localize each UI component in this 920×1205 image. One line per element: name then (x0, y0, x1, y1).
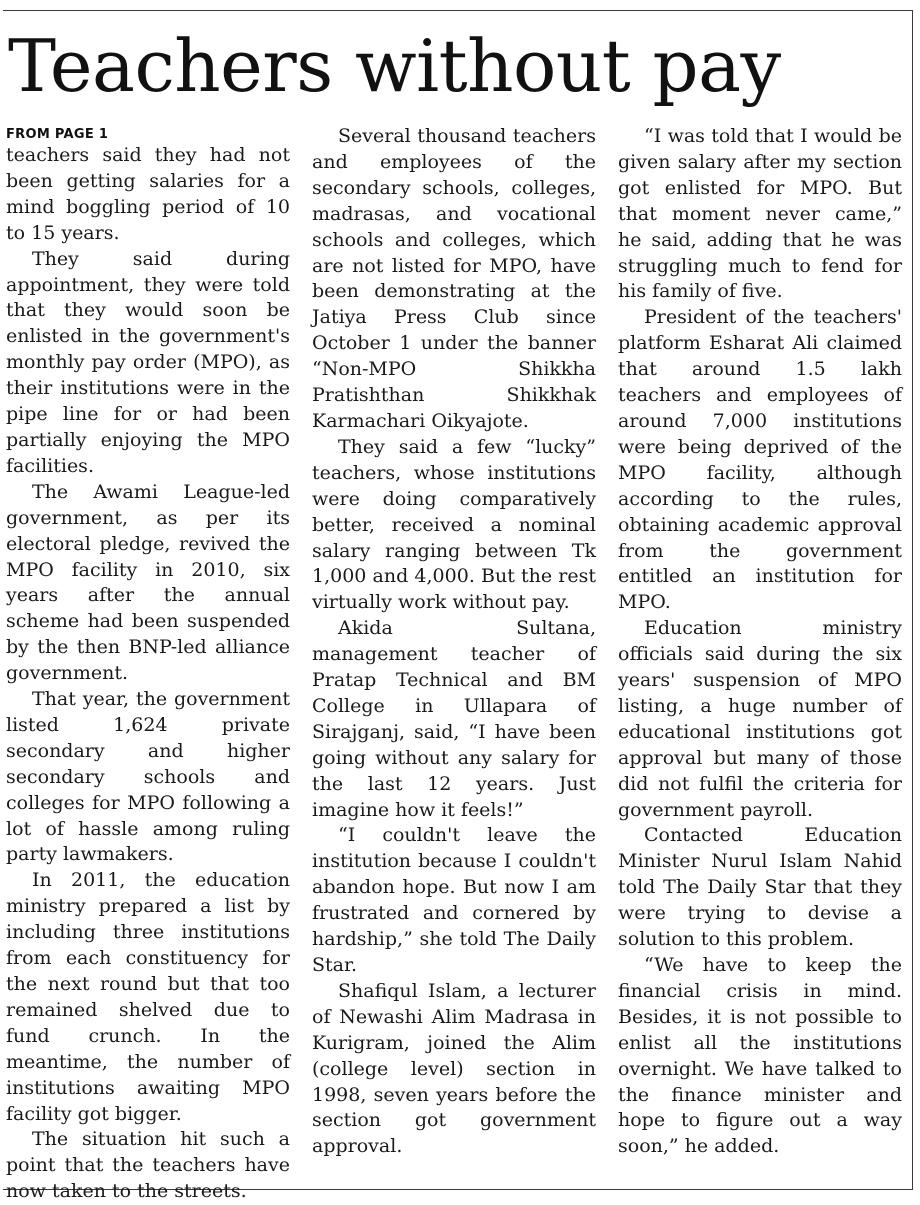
paragraph: “We have to keep the financial crisis in mind. Besides, it is not possible to enlist all the institutions overnight. We have talked to the finance minister and hope to figure out a way soon,” he added. (618, 954, 902, 1158)
column-3 (618, 124, 902, 1180)
paragraph: The situation hit such a point that the teachers have now taken to the streets. (6, 1128, 290, 1203)
paragraph: They said a few “lucky” teachers, whose institutions were doing comparatively better, received a nominal salary ranging between Tk 1,000 and 4,000. But the rest virtually work without pay. (312, 435, 596, 614)
article-body (6, 124, 906, 1203)
paragraph: In 2011, the education ministry prepared a list by including three institutions from each constituency for the next round but that too remained shelved due to fund crunch. In the meantime, the number of institutions awaiting MPO facility got bigger. (6, 869, 290, 1125)
paragraph: Shafiqul Islam, a lecturer of Newashi Alim Madrasa in Kurigram, joined the Alim (college level) section in 1998, seven years before the section got government approval. (312, 979, 596, 1158)
paragraph: “I was told that I would be given salary after my section got enlisted for MPO. But that moment never came,” he said, adding that he was struggling much to fend for his family of five. (618, 125, 902, 303)
continuation-kicker: FROM PAGE 1 (6, 127, 109, 142)
paragraph: President of the teachers' platform Esharat Ali claimed that around 1.5 lakh teachers and employees of around 7,000 institutions were being deprived of the MPO facility, although according to the rules, obtaining academic approval from the government entitled an institution for MPO. (618, 306, 902, 614)
paragraph: They said during appointment, they were told that they would soon be enlisted in the government's monthly pay order (MPO), as their institutions were in the pipe line for or had been partially enjoying the MPO facilities. (6, 247, 290, 477)
headline: Teachers without pay (8, 24, 781, 108)
paragraph: teachers said they had not been getting salaries for a mind boggling period of 10 to 15 years. (6, 144, 290, 244)
paragraph: Several thousand teachers and employees of the secondary schools, colleges, madrasas, and vocational schools and colleges, which are not listed for MPO, have been demonstrating at the Jatiya Press Club since October 1 under the banner “Non-MPO Shikkha Pratishthan Shikkhak Karmachari Oikyajote. (312, 125, 596, 432)
paragraph: Education ministry officials said during the six years' suspension of MPO listing, a huge number of educational institutions got approval but many of those did not fulfil the criteria for government payroll. (618, 617, 902, 821)
column-1 (6, 124, 290, 1203)
paragraph: The Awami League-led government, as per its electoral pledge, revived the MPO facility in 2010, six years after the annual scheme had been suspended by the then BNP-led alliance government. (6, 480, 290, 685)
paragraph: Contacted Education Minister Nurul Islam Nahid told The Daily Star that they were trying to devise a solution to this problem. (618, 824, 902, 951)
column-2 (312, 124, 596, 1180)
paragraph: Akida Sultana, management teacher of Pratap Technical and BM College in Ullapara of Sirajganj, said, “I have been going without any salary for the last 12 years. Just imagine how it feels!” (312, 617, 596, 821)
paragraph: That year, the government listed 1,624 private secondary and higher secondary schools and colleges for MPO following a lot of hassle among ruling party lawmakers. (6, 688, 290, 866)
paragraph: “I couldn't leave the institution because I couldn't abandon hope. But now I am frustrated and cornered by hardship,” she told The Daily Star. (312, 824, 596, 976)
